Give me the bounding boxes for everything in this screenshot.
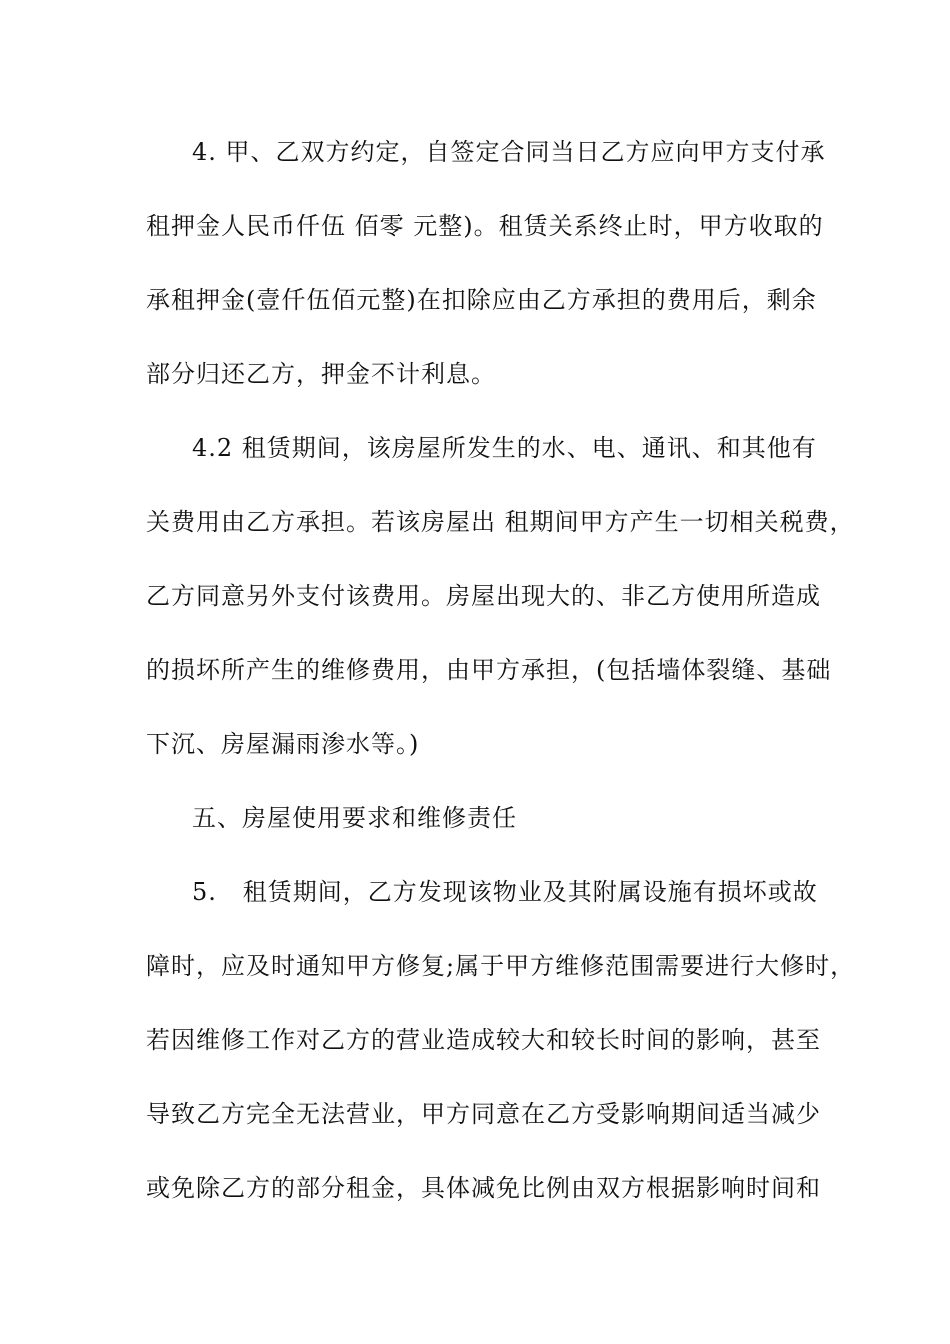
- paragraph-4-line-2: 租押金人民币仟伍 佰零 元整)。租赁关系终止时，甲方收取的: [146, 212, 824, 240]
- paragraph-4-2-line-3: 乙方同意另外支付该费用。房屋出现大的、非乙方使用所造成: [146, 582, 821, 610]
- paragraph-5-line-5: 或免除乙方的部分租金，具体减免比例由双方根据影响时间和: [146, 1174, 821, 1202]
- paragraph-5-line-1: 5. 租赁期间，乙方发现该物业及其附属设施有损坏或故: [192, 878, 818, 906]
- paragraph-4-line-1: 4. 甲、乙双方约定，自签定合同当日乙方应向甲方支付承: [192, 138, 826, 166]
- paragraph-4-2-line-1: 4.2 租赁期间，该房屋所发生的水、电、通讯、和其他有: [192, 434, 817, 462]
- paragraph-4-2-line-2: 关费用由乙方承担。若该房屋出 租期间甲方产生一切相关税费，: [146, 508, 855, 536]
- paragraph-4-line-4: 部分归还乙方，押金不计利息。: [146, 360, 496, 388]
- paragraph-4-2-line-5: 下沉、房屋漏雨渗水等。): [146, 730, 420, 758]
- paragraph-4-2-line-4: 的损坏所产生的维修费用，由甲方承担，(包括墙体裂缝、基础: [146, 656, 832, 684]
- paragraph-5-line-3: 若因维修工作对乙方的营业造成较大和较长时间的影响，甚至: [146, 1026, 821, 1054]
- section-heading-5: 五、房屋使用要求和维修责任: [192, 804, 517, 832]
- paragraph-5-line-2: 障时，应及时通知甲方修复;属于甲方维修范围需要进行大修时，: [146, 952, 856, 980]
- paragraph-4-line-3: 承租押金(壹仟伍佰元整)在扣除应由乙方承担的费用后，剩余: [146, 286, 817, 314]
- paragraph-5-line-4: 导致乙方完全无法营业，甲方同意在乙方受影响期间适当减少: [146, 1100, 821, 1128]
